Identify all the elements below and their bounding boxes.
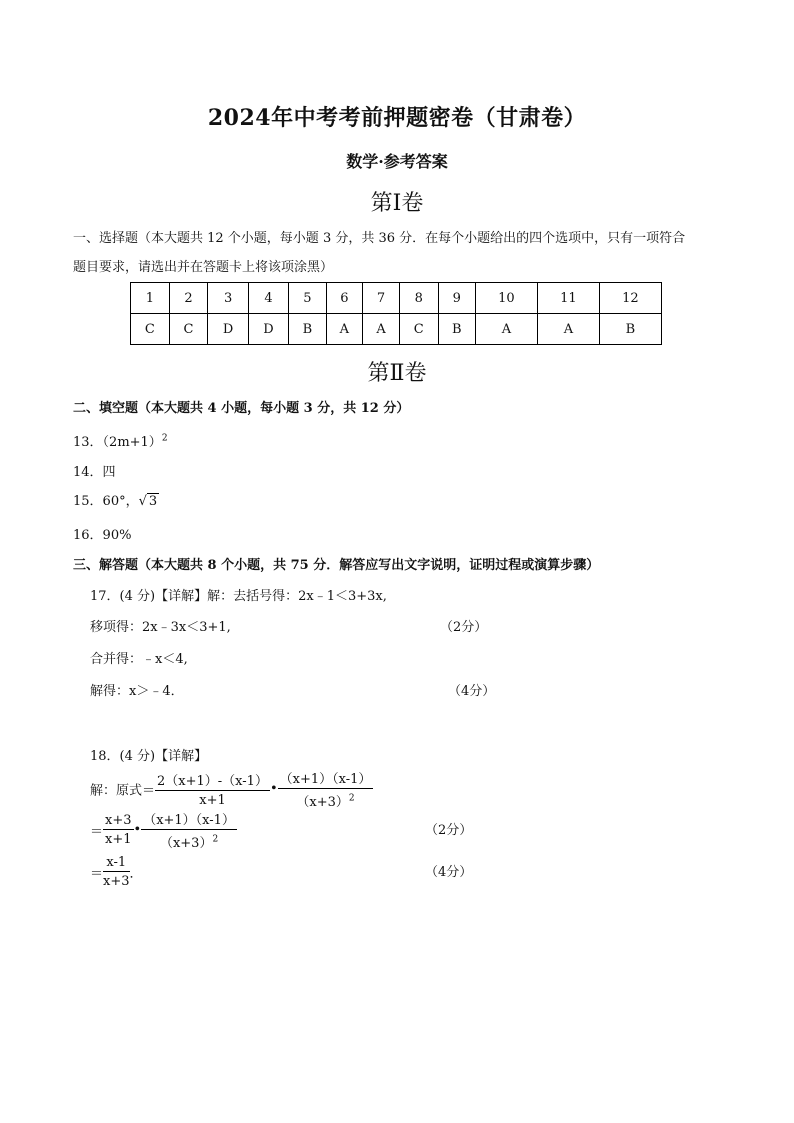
- question-number-cell: 9: [438, 283, 475, 314]
- fraction-numerator: 2（x+1）-（x-1）: [155, 770, 270, 791]
- answer-cell: C: [131, 314, 170, 345]
- q18-line2-fraction2: [141, 809, 237, 851]
- q18-line2-score: （2分）: [425, 823, 473, 838]
- q17-line1: 17．(4 分)【详解】解：去括号得：2x﹣1＜3+3x,: [90, 589, 387, 604]
- q18-line1: [90, 768, 373, 810]
- fraction-denominator: x+1: [199, 793, 226, 808]
- answer-cell: A: [326, 314, 363, 345]
- fraction-denominator: x+3: [103, 874, 130, 889]
- denominator-exponent: 2: [348, 793, 355, 804]
- answer-16: 16．90%: [73, 528, 132, 543]
- answer-cell: A: [475, 314, 537, 345]
- multiply-dot: •: [133, 822, 142, 838]
- q17-line2: 移项得：2x﹣3x＜3+1,: [90, 620, 231, 635]
- part2-label: 第Ⅱ卷: [367, 361, 427, 386]
- question-number-cell: 10: [475, 283, 537, 314]
- answer-14: 14．四: [73, 465, 116, 480]
- answer-cell: D: [248, 314, 288, 345]
- section1-line1: 一、选择题（本大题共 12 个小题，每小题 3 分，共 36 分．在每个小题给出的四个选项中，只有一项符合: [73, 231, 686, 246]
- question-number-cell: 1: [131, 283, 170, 314]
- sqrt-symbol: √ 3: [138, 494, 158, 509]
- question-number-cell: 7: [363, 283, 400, 314]
- section3-heading: 三、解答题（本大题共 8 个小题，共 75 分．解答应写出文字说明，证明过程或演算步骤）: [73, 558, 600, 573]
- question-number-cell: 12: [599, 283, 661, 314]
- question-number-cell: 6: [326, 283, 363, 314]
- question-number-cell: 5: [289, 283, 326, 314]
- answer-13: [73, 431, 168, 450]
- multiply-dot: •: [269, 781, 278, 797]
- q18-header: 18．(4 分)【详解】: [90, 749, 208, 764]
- question-number-cell: 8: [399, 283, 438, 314]
- answer-cell: B: [599, 314, 661, 345]
- section1-heading: [73, 224, 685, 282]
- q17-line4-score: （4分）: [448, 684, 496, 699]
- fraction-numerator: x+3: [105, 813, 132, 828]
- answer-13-value: （2m+1）: [102, 435, 162, 450]
- question-number-cell: 4: [248, 283, 288, 314]
- fraction-numerator: （x+1）（x-1）: [141, 809, 237, 830]
- answer-cell: A: [537, 314, 599, 345]
- q18-line2: [90, 809, 237, 851]
- q17-line2-score: （2分）: [440, 620, 488, 635]
- answer-15: [73, 490, 159, 509]
- answer-15-prefix: 15．60°，: [73, 494, 139, 509]
- answer-cell: C: [169, 314, 208, 345]
- answer-table-answer-row: [131, 314, 662, 345]
- question-number-cell: 11: [537, 283, 599, 314]
- answer-cell: B: [289, 314, 326, 345]
- part1-label: 第Ⅰ卷: [370, 191, 424, 216]
- q18-line2-prefix: ＝: [90, 824, 104, 840]
- answer-cell: D: [208, 314, 248, 345]
- q17-line3: 合并得：﹣x＜4,: [90, 652, 188, 667]
- q18-line1-fraction2: [278, 768, 374, 810]
- question-number-cell: 2: [169, 283, 208, 314]
- fraction-numerator: （x+1）（x-1）: [278, 768, 374, 789]
- denominator-base: （x+3）: [296, 795, 349, 810]
- q18-line3: [90, 855, 143, 889]
- fraction-numerator: x-1: [103, 855, 130, 872]
- denominator-exponent: 2: [212, 834, 219, 845]
- q18-line3-score: （4分）: [425, 865, 473, 880]
- fraction-denominator: [278, 789, 374, 810]
- section1-line2: 题目要求，请选出并在答题卡上将该项涂黑）: [73, 260, 334, 275]
- page-subtitle: 数学·参考答案: [346, 152, 448, 171]
- sqrt-radicand: 3: [148, 494, 158, 509]
- answer-table-number-row: [131, 283, 662, 314]
- page-title: 2024年中考考前押题密卷（甘肃卷）: [207, 105, 587, 131]
- answer-13-exponent: 2: [161, 433, 168, 444]
- q18-line3-fraction: [103, 855, 130, 889]
- answer-table: [130, 282, 662, 345]
- question-number-cell: 3: [208, 283, 248, 314]
- denominator-base: （x+3）: [159, 836, 213, 851]
- q18-line3-prefix: ＝: [90, 866, 104, 882]
- q18-line3-suffix: ．: [129, 866, 143, 882]
- answer-13-prefix: 13．: [73, 435, 103, 450]
- fraction-denominator: [141, 830, 237, 851]
- answer-cell: A: [363, 314, 400, 345]
- fraction-denominator: x+1: [105, 832, 132, 847]
- answer-cell: B: [438, 314, 475, 345]
- q18-line2-fraction1: [103, 813, 134, 847]
- q18-line1-fraction1: [155, 770, 270, 808]
- section2-heading: 二、填空题（本大题共 4 小题，每小题 3 分，共 12 分）: [73, 401, 410, 416]
- q17-line4: 解得：x＞﹣4．: [90, 684, 184, 699]
- answer-cell: C: [399, 314, 438, 345]
- q18-line1-prefix: 解：原式＝: [90, 783, 156, 799]
